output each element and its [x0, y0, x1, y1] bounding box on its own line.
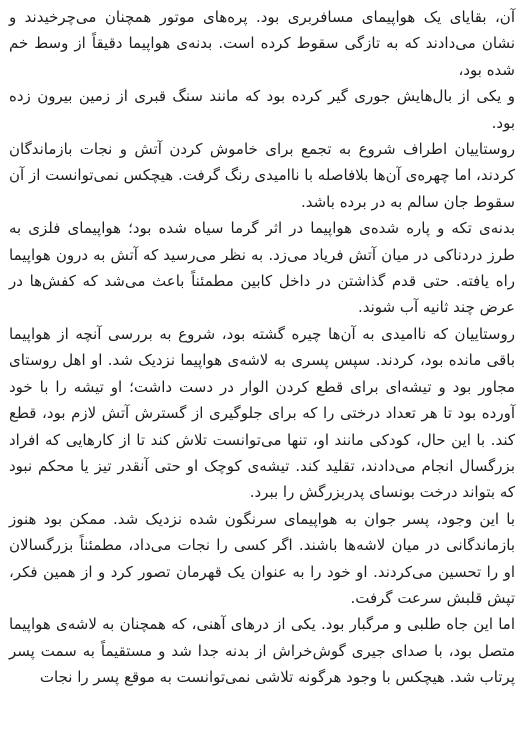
paragraph-2: و یکی از بال‌هایش جوری گیر کرده بود که مانند سنگ قبری از زمین بیرون زده بود. — [9, 87, 515, 132]
paragraph-6: با این وجود، پسر جوان به هواپیمای سرنگون شده نزدیک شد. ممکن بود هنوز بازماندگانی در میان لاشه‌ها باشند. اگر کسی را نجات می‌داد، مطمئناً بزرگسالان او را تحسین می‌کردند. او خود را به عنوان یک قهرمان تصور کرد و از همین فکر، تپش قلبش سرعت گرفت. — [9, 509, 515, 607]
paragraph-1: آن، بقایای یک هواپیمای مسافربری بود. پره‌های موتور همچنان می‌چرخیدند و نشان می‌دادند که به تازگی سقوط کرده است. بدنه‌ی هواپیما دقیقاً از وسط خم شده بود، — [9, 8, 515, 79]
paragraph-4: بدنه‌ی تکه و پاره شده‌ی هواپیما در اثر گرما سیاه شده بود؛ هواپیمای فلزی به طرز دردناکی در میان آتش فریاد می‌زد. به نظر می‌رسید که آتش به درون هواپیما راه یافته. حتی قدم گذاشتن در داخل کابین مطمئناً باعث می‌شد که کفش‌ها در عرض چند ثانیه آب شوند. — [9, 219, 515, 317]
paragraph-7: اما این جاه طلبی و مرگبار بود. یکی از درهای آهنی، که همچنان به لاشه‌ی هواپیما متصل بود، با صدای جیری گوش‌خراش از بدنه جدا شد و مستقیماً به سمت پسر پرتاب شد. هیچکس با وجود هرگونه تلاشی نمی‌توانست به موقع پسر را نجات — [9, 615, 515, 687]
paragraph-3: روستاییان اطراف شروع به تجمع برای خاموش کردن آتش و نجات بازماندگان کردند، اما چهره‌ی آن‌ها بلافاصله با ناامیدی رنگ گرفت. هیچکس نمی‌توانست از آن سقوط جان سالم به در برده باشد. — [9, 140, 515, 211]
paragraph-5: روستاییان که ناامیدی به آن‌ها چیره گشته بود، شروع به بررسی آنچه از هواپیما باقی مانده بود، کردند. سپس پسری به لاشه‌ی هواپیما نزدیک شد. او اهل روستای مجاور بود و تیشه‌ای برای قطع کردن الوار در دست داشت؛ او تیشه را با خود آورده بود تا هر تعداد درختی را که برای جلوگیری از گسترش آتش لازم بود، قطع کند. با این حال، کودکی مانند او، تنها می‌توانست تلاش کند تا از کارهایی که افراد بزرگسال انجام می‌دادند، تقلید کند. تیشه‌ی کوچک او حتی آنقدر تیز یا محکم نبود که بتواند درخت بونسای پدربزرگش را ببرد. — [9, 324, 515, 502]
